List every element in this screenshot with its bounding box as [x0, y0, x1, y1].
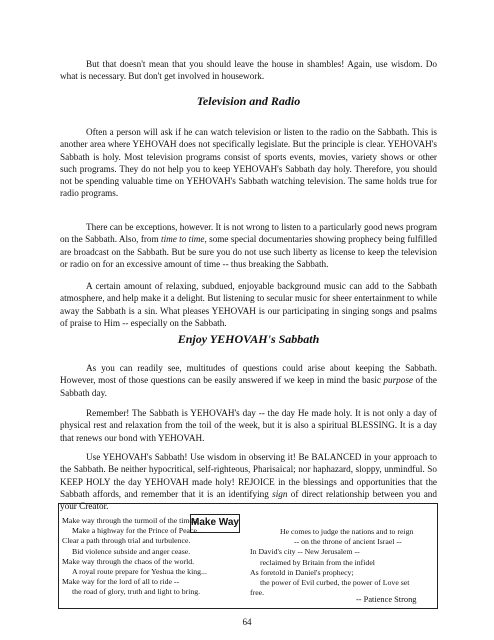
paragraph-use-sabbath-end: of direct relationship between you and your Creator.	[60, 488, 437, 512]
paragraph-questions-start: As you can readily see, multitudes of questions could arise about keeping the Sabbath. However, most of those questions can be easily answered if we keep in mind the basic	[60, 363, 437, 386]
poem-line: the road of glory, truth and light to bring.	[72, 587, 201, 597]
emphasis-sign: sign	[272, 488, 288, 499]
paragraph-music: A certain amount of relaxing, subdued, enjoyable background music can add to the Sabbath atmosphere, and help make it a delight. But listening to secular music for sheer entertainment to while away the Sabbath is a sin. What pleases YEHOVAH is our participating in singing songs and psalms of praise to Him -- especially on the Sabbath.	[60, 281, 437, 328]
poem-line: He comes to judge the nations and to reign	[280, 527, 414, 536]
poem-left-column	[62, 516, 207, 598]
page-number: 64	[242, 617, 252, 627]
paragraph-questions-end: of the Sabbath day.	[60, 375, 437, 398]
poem-line: Make way through the turmoil of the times.	[62, 516, 198, 525]
poem-line: Clear a path through trial and turbulence.	[62, 536, 191, 546]
paragraph-questions	[60, 362, 437, 399]
poem-credit: -- Patience Strong	[356, 595, 417, 604]
poem-line: -- on the throne of ancient Israel --	[294, 537, 402, 547]
heading-enjoy-sabbath: Enjoy YEHOVAH's Sabbath	[177, 332, 320, 346]
paragraph-exceptions-end: , some special documentaries showing prophecy being fulfilled are broadcast on the Sabbath. But be sure you do not use such liberty as license to keep the television or radio on for an excessive amount of time -- thus breaking the Sabbath.	[60, 234, 437, 269]
paragraph-exceptions-start: There can be exceptions, however. It is not wrong to listen to a particularly good news program on the Sabbath. Also, from	[60, 222, 437, 245]
poem-right-column	[250, 527, 413, 598]
poem-line: Make way through the chaos of the world.	[62, 556, 195, 566]
poem-line: In David's city -- New Jerusalem --	[250, 547, 360, 557]
paragraph-remember: Remember! The Sabbath is YEHOVAH's day -- the day He made holy. It is not only a day of physical rest and relaxation from the toil of the week, but it is also a spiritual BLESSING. It is a day that renews our bond with YEHOVAH.	[60, 408, 437, 443]
poem-line: As foretold in Daniel's prophecy;	[250, 567, 354, 577]
emphasis-purpose: purpose	[383, 375, 413, 386]
paragraph-exceptions	[60, 221, 437, 270]
heading-television-radio: Television and Radio	[196, 94, 301, 108]
poem-line: A royal route prepare for Yeshua the king...	[72, 567, 207, 577]
poem-line: the power of Evil curbed, the power of Love set	[260, 578, 410, 588]
paragraph-housework: But that doesn't mean that you should leave the house in shambles! Again, use wisdom. Do what is necessary. But don't get involved in housework.	[60, 59, 437, 82]
poem-line: Make way for the lord of all to ride --	[62, 577, 180, 587]
paragraph-use-sabbath-start: Use YEHOVAH's Sabbath! Use wisdom in observing it! Be BALANCED in your approach to the Sabbath. Be neither hypocritical, self-righteous, Pharisaical; nor haphazard, sloppy, unmindful. So KEEP HOLY the day YEHOVAH made holy! REJOICE in the blessings and opportunities that the Sabbath affords, and remember that it is an identifying	[60, 452, 437, 499]
poem-line: free.	[250, 588, 265, 598]
paragraph-television: Often a person will ask if he can watch television or listen to the radio on the Sabbath. This is another area where YEHOVAH does not specifically legislate. But the principle is clear. YEHOVAH's Sabbath is holy. Most television programs consist of sports events, movies, variety shows or other such programs. They do not help you to keep YEHOVAH's Sabbath day holy. Therefore, you should not be spending valuable time on YEHOVAH's Sabbath watching television. The same holds true for radio programs.	[60, 127, 437, 199]
poem-line: Bid violence subside and anger cease.	[72, 546, 191, 556]
poem-line: Make a highway for the Prince of Peace...	[72, 526, 203, 536]
poem-line: reclaimed by Britain from the infidel	[260, 557, 375, 567]
emphasis-time-to-time: time to time	[161, 234, 205, 245]
poem-title: Make Way	[190, 514, 240, 533]
